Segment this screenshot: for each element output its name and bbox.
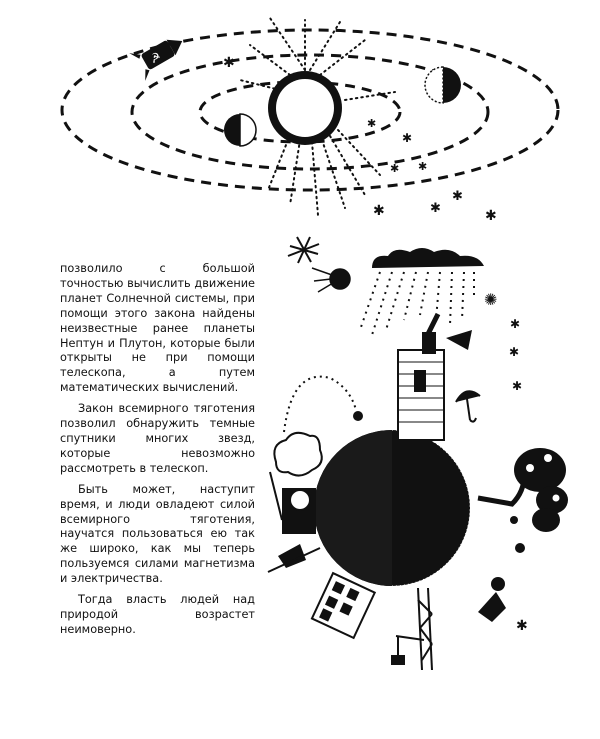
- svg-text:✱: ✱: [402, 131, 413, 145]
- rain-cloud-icon: [360, 248, 484, 335]
- svg-text:✺: ✺: [484, 290, 498, 309]
- observatory-tower-icon: [398, 314, 472, 440]
- spark-icon: [288, 237, 319, 263]
- svg-text:✱: ✱: [516, 618, 528, 634]
- worker-figure-icon: [478, 577, 506, 622]
- crane-icon: [392, 588, 432, 670]
- svg-text:✱: ✱: [510, 317, 521, 331]
- trajectory-icon: [284, 377, 363, 432]
- sun-icon: [268, 71, 342, 145]
- umbrella-icon: [456, 391, 480, 421]
- svg-text:✱: ✱: [430, 201, 441, 216]
- earth-globe-icon: [314, 430, 470, 586]
- svg-text:✱: ✱: [452, 189, 463, 204]
- steam-engine-icon: [268, 433, 322, 572]
- paragraph-4: Тогда власть людей над природой возрастет неимоверно.: [60, 593, 255, 636]
- planet-icon: [224, 114, 256, 146]
- paragraph-1: позволило с большой точностью вычислить движение планет Солнечной системы, при помощи этого закона найдены неизвестные ранее планеты Нептун и Плутон, которые были открыты не при помощи телескопа, а путем математических вычислений.: [60, 262, 255, 395]
- paragraph-3: Быть может, наступит время, и люди овладеют силой всемирного тяготения, научатся пользоваться ею так же широко, как мы теперь пользуемся силами магнетизма и электричества.: [60, 482, 255, 586]
- svg-text:✱: ✱: [390, 162, 400, 175]
- svg-text:☭: ☭: [147, 48, 164, 67]
- building-icon: [312, 573, 375, 638]
- satellite-icon: [312, 268, 350, 292]
- svg-text:✱: ✱: [512, 379, 523, 393]
- svg-text:✱: ✱: [418, 160, 428, 173]
- planet-icon-right: [425, 67, 461, 103]
- svg-text:✱: ✱: [485, 208, 497, 224]
- apple-tree-icon: [478, 448, 568, 553]
- svg-text:✱: ✱: [373, 203, 385, 219]
- svg-text:✱: ✱: [223, 55, 235, 71]
- article-text-column: [60, 262, 255, 644]
- paragraph-2: Закон всемирного тяготения позволил обнаружить темные спутники многих звезд, которые невозможно рассмотреть в телескоп.: [60, 402, 255, 475]
- svg-text:✱: ✱: [367, 117, 377, 130]
- svg-text:✱: ✱: [509, 345, 520, 359]
